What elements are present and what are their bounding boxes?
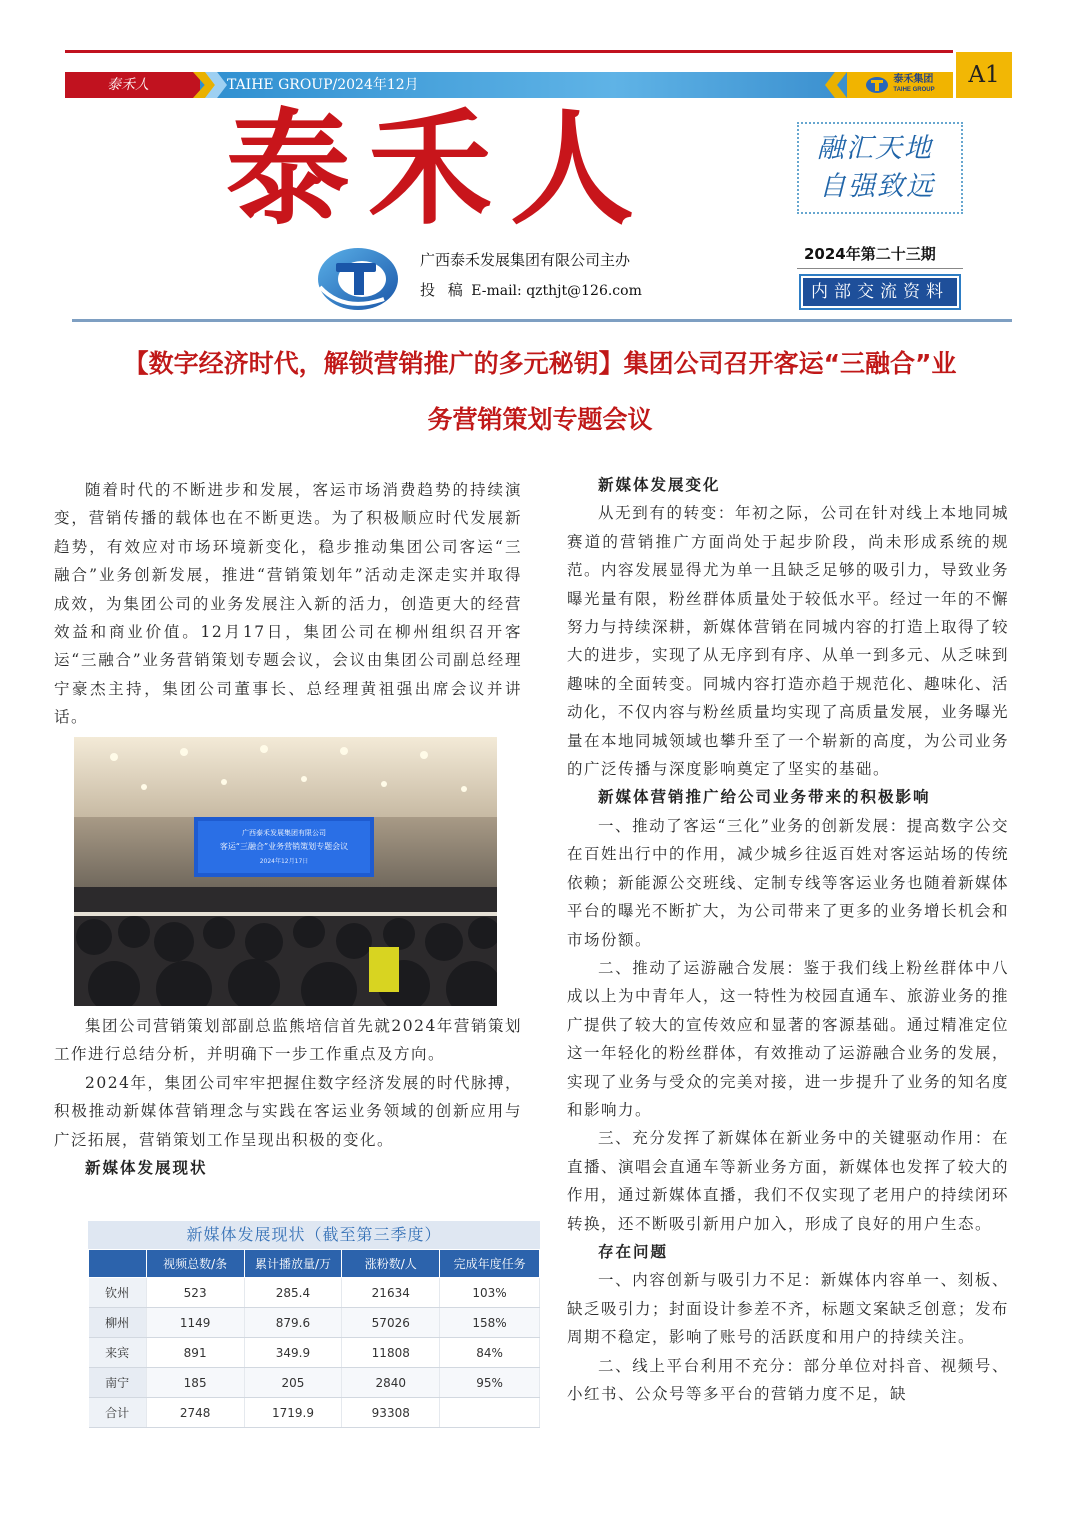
internal-label: 内部交流资料 (803, 278, 957, 306)
taihe-logo-icon (865, 76, 889, 94)
headline-line1: 【数字经济时代，解锁营销推广的多元秘钥】集团公司召开客运“三融合”业 (123, 349, 957, 378)
problem-paragraph-2: 二、线上平台利用不充分：部分单位对抖音、视频号、小红书、公众号等多平台的营销力度不足，缺 (567, 1356, 1009, 1403)
table-row (89, 1398, 540, 1428)
summary-paragraph: 集团公司营销策划部副总监熊培信首先就2024年营销策划工作进行总结分析，并明确下一步工作重点及方向。 (54, 1017, 522, 1064)
table-cell: 879.6 (244, 1308, 342, 1338)
table-row (89, 1368, 540, 1398)
email-text: E-mail: qzthjt@126.com (471, 283, 642, 299)
table-cell: 1719.9 (244, 1398, 342, 1428)
table-cell: 891 (146, 1338, 244, 1368)
table-header-cell: 视频总数/条 (146, 1250, 244, 1278)
impact-paragraph-3: 三、充分发挥了新媒体在新业务中的关键驱动作用：在直播、演唱会直通车等新业务方面，新媒体也发挥了较大的作用，通过新媒体直播，我们不仅实现了老用户的持续闭环转换，还不断吸引新用户加入，形成了良好的用户生态。 (567, 1129, 1010, 1233)
table-cell: 158% (440, 1308, 540, 1338)
meeting-photo (74, 737, 497, 1006)
masthead-separator (72, 319, 1012, 322)
motto-box (797, 122, 963, 214)
table-row (89, 1278, 540, 1308)
table-cell: 21634 (342, 1278, 440, 1308)
table-cell: 95% (440, 1368, 540, 1398)
section-heading-impact: 新媒体营销推广给公司业务带来的积极影响 (598, 787, 931, 807)
table-header-row (89, 1250, 540, 1278)
table-cell (440, 1398, 540, 1428)
intro-paragraph: 随着时代的不断进步和发展，客运市场消费趋势的持续演变，营销传播的载体也在不断更迭。为了积极顺应时代发展新趋势，有效应对市场环境新变化，稳步推动集团公司客运“三融合”业务创新发展，推进“营销策划年”活动走深走实并取得成效，为集团公司的业务发展注入新的活力，创造更大的经营效益和商业价值。12月17日，集团公司在柳州组织召开客运“三融合”业务营销策划专题会议，会议由集团公司副总经理宁豪杰主持，集团公司董事长、总经理黄祖强出席会议并讲话。 (54, 481, 522, 727)
motto-line1: 融汇天地 (817, 133, 933, 164)
section-heading-status: 新媒体发展现状 (85, 1158, 208, 1178)
top-rule (65, 50, 953, 53)
table-cell: 来宾 (89, 1338, 147, 1368)
status-table-card (88, 1221, 540, 1431)
page-number: A1 (956, 52, 1012, 98)
table-cell: 84% (440, 1338, 540, 1368)
left-column-bottom (54, 1012, 522, 1182)
paper-title: 泰禾人 (226, 97, 653, 242)
impact-paragraph-1: 一、推动了客运“三化”业务的创新发展：提高数字公交在百姓出行中的作用，减少城乡往返百姓对客运站场的传统依赖；新能源公交班线、定制专线等客运业务也随着新媒体平台的曝光不断扩大，为公司带来了更多的业务增长机会和市场份额。 (567, 816, 1010, 949)
table-cell: 523 (146, 1278, 244, 1308)
table-cell: 2748 (146, 1398, 244, 1428)
status-table (88, 1249, 540, 1428)
table-cell: 1149 (146, 1308, 244, 1338)
table-cell: 柳州 (89, 1308, 147, 1338)
impact-paragraph-2: 二、推动了运游融合发展：鉴于我们线上粉丝群体中八成以上为中青年人，这一特性为校园直通车、旅游业务的推广提供了较大的宣传效应和显著的客源基础。通过精准定位这一年轻化的粉丝群体，有效推动了运游融合业务的发展，实现了业务与受众的完美对接，进一步提升了业务的知名度和影响力。 (567, 958, 1010, 1119)
table-cell: 205 (244, 1368, 342, 1398)
band-logo (847, 72, 953, 98)
year-paragraph: 2024年，集团公司牢牢把握住数字经济发展的时代脉搏，积极推动新媒体营销理念与实践在客运业务领域的创新应用与广泛拓展，营销策划工作呈现出积极的变化。 (54, 1073, 522, 1149)
issue-divider (797, 268, 963, 269)
right-column (567, 471, 1009, 1408)
table-cell: 349.9 (244, 1338, 342, 1368)
photo-screen-line1: 广西泰禾发展集团有限公司 (242, 829, 326, 837)
photo-screen-line3: 2024年12月17日 (259, 858, 309, 865)
table-cell: 285.4 (244, 1278, 342, 1308)
photo-screen-line2: 客运“三融合”业务营销策划专题会议 (219, 842, 349, 851)
email-label: 投 稿 (420, 281, 467, 299)
headline-line2: 务营销策划专题会议 (427, 405, 653, 434)
table-cell: 11808 (342, 1338, 440, 1368)
band-paper-name: 泰禾人 (65, 72, 200, 98)
table-cell: 93308 (342, 1398, 440, 1428)
table-header-cell: 完成年度任务 (440, 1250, 540, 1278)
section-heading-problems: 存在问题 (598, 1241, 669, 1261)
table-cell: 57026 (342, 1308, 440, 1338)
table-header-cell (89, 1250, 147, 1278)
problem-paragraph-1: 一、内容创新与吸引力不足：新媒体内容单一、刻板、缺乏吸引力；封面设计参差不齐，标题文案缺乏创意；发布周期不稳定，影响了账号的活跃度和用户的持续关注。 (567, 1271, 1010, 1347)
table-title: 新媒体发展现状（截至第三季度） (88, 1221, 540, 1249)
table-header-cell: 累计播放量/万 (244, 1250, 342, 1278)
table-cell: 钦州 (89, 1278, 147, 1308)
table-header-cell: 涨粉数/人 (342, 1250, 440, 1278)
table-cell: 南宁 (89, 1368, 147, 1398)
band-logo-cn: 泰禾集团 (893, 74, 934, 85)
issue-number: 2024年第二十三期 (804, 245, 936, 263)
meeting-photo-image (74, 737, 497, 1006)
section-heading-change: 新媒体发展变化 (598, 475, 721, 494)
taihe-group-logo-icon (314, 243, 402, 313)
headline (60, 336, 1020, 448)
table-cell: 2840 (342, 1368, 440, 1398)
table-cell: 103% (440, 1278, 540, 1308)
internal-badge (799, 274, 961, 310)
band-date: TAIHE GROUP/2024年12月 (227, 77, 419, 93)
table-cell: 合计 (89, 1398, 147, 1428)
table-row (89, 1308, 540, 1338)
table-row (89, 1338, 540, 1368)
motto-line2: 自强致远 (819, 171, 935, 202)
email-line (420, 279, 642, 300)
table-cell: 185 (146, 1368, 244, 1398)
band-logo-en: TAIHE GROUP (893, 87, 935, 93)
change-paragraph: 从无到有的转变：年初之际，公司在针对线上本地同城赛道的营销推广方面尚处于起步阶段，尚未形成系统的规范。内容发展显得尤为单一且缺乏足够的吸引力，导致业务曝光量有限，粉丝群体质量处于较低水平。经过一年的不懈努力与持续深耕，新媒体营销在同城内容的打造上取得了较大的进步，实现了从无序到有序、从单一到多元、从乏味到趣味的全面转变。同城内容打造亦趋于规范化、趣味化、活动化，不仅内容与粉丝质量均实现了高质量发展，业务曝光量在本地同城领域也攀升至了一个崭新的高度，为公司业务的广泛传播与深度影响奠定了坚实的基础。 (567, 504, 1010, 779)
left-column-top (54, 476, 522, 732)
sponsor-line: 广西泰禾发展集团有限公司主办 (420, 251, 631, 269)
